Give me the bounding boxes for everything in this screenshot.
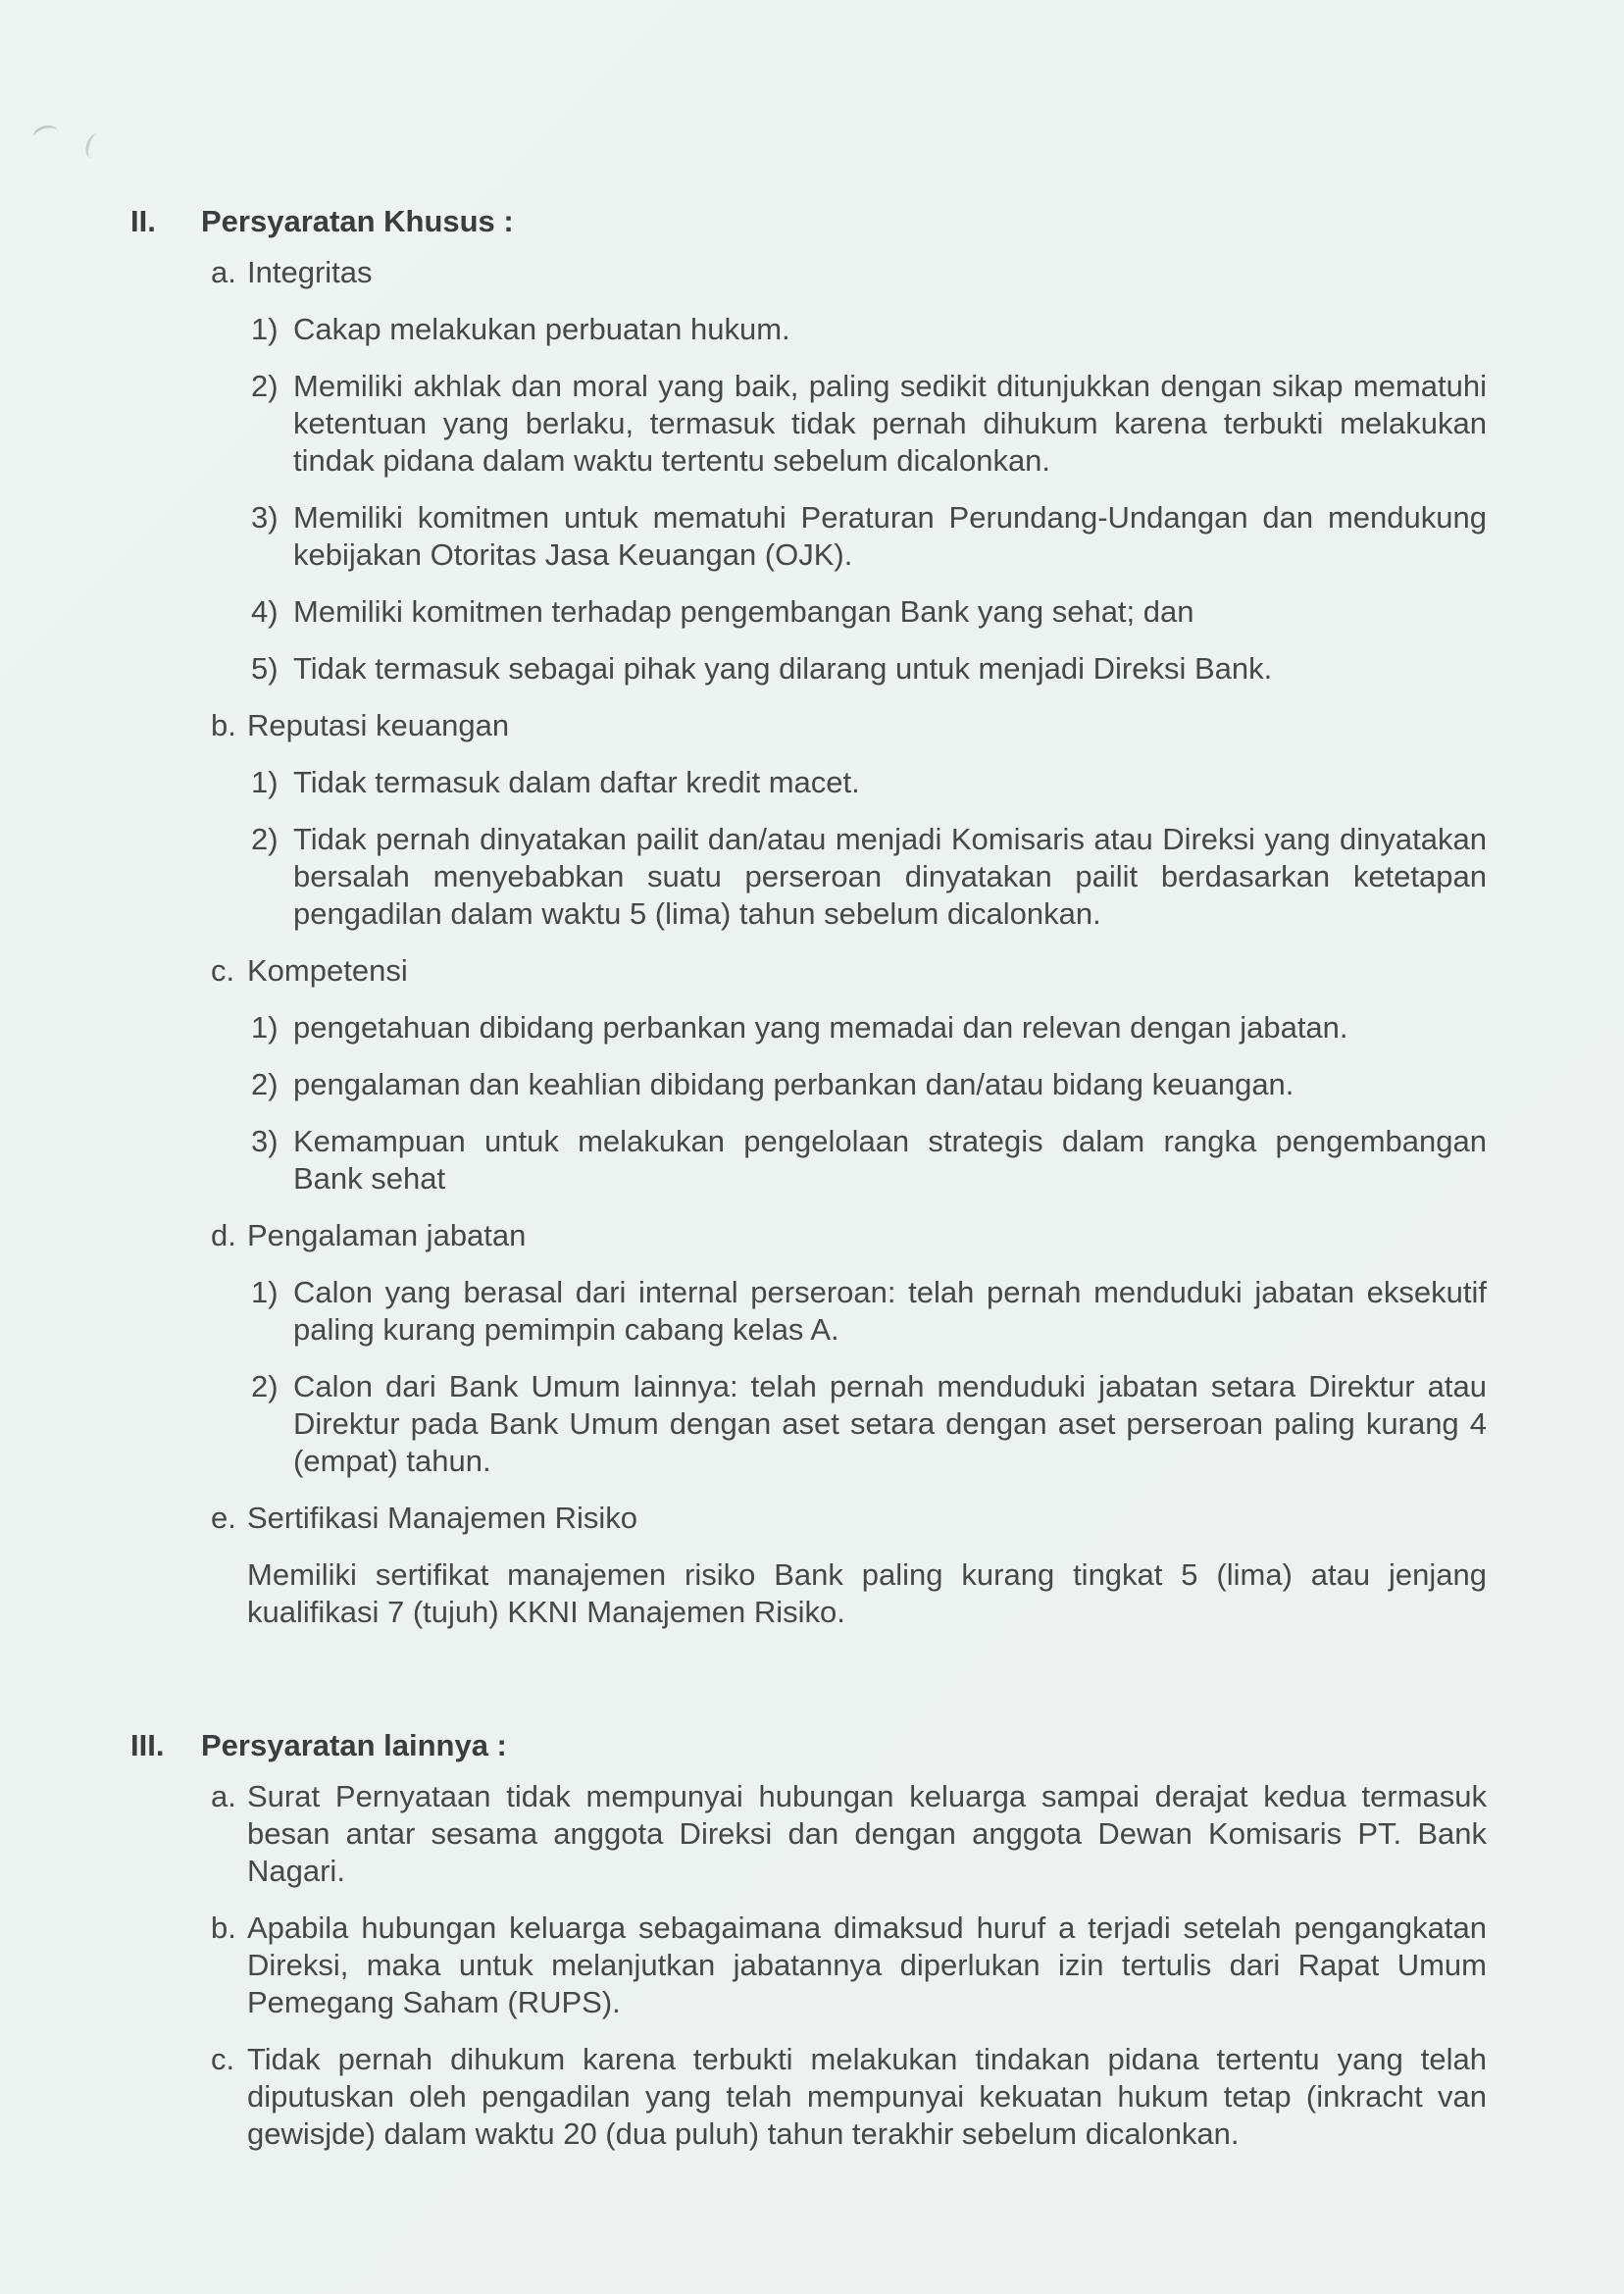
point-4: [251, 593, 1487, 631]
item-letter: a.: [211, 1779, 236, 1813]
item-paragraph: Apabila hubungan keluarga sebagaimana dimaksud huruf a terjadi setelah pengangkatan Direksi, maka untuk melanjutkan jabatannya diperlukan izin tertulis dari Rapat Umum Pemegang Saham (RUPS).: [247, 1911, 1487, 2019]
item-content: [247, 1500, 1487, 1651]
point-text: Memiliki komitmen untuk mematuhi Peraturan Perundang-Undangan dan mendukung kebijakan Otoritas Jasa Keuangan (OJK).: [293, 500, 1487, 572]
point-1: [251, 1009, 1487, 1046]
point-marker: 3): [251, 500, 279, 535]
item-paragraph: Surat Pernyataan tidak mempunyai hubungan keluarga sampai derajat kedua termasuk besan antar sesama anggota Direksi dan dengan anggota Dewan Komisaris PT. Bank Nagari.: [247, 1779, 1487, 1888]
point-marker: 1): [251, 765, 279, 799]
point-marker: 5): [251, 651, 279, 686]
point-2: [251, 1368, 1487, 1480]
item-letter: d.: [211, 1218, 236, 1252]
point-text: pengetahuan dibidang perbankan yang memadai dan relevan dengan jabatan.: [293, 1010, 1348, 1045]
item-letter: c.: [211, 2042, 235, 2076]
point-marker: 2): [251, 1369, 279, 1403]
list-item-b: [211, 707, 1487, 952]
point-text: Kemampuan untuk melakukan pengelolaan strategis dalam rangka pengembangan Bank sehat: [293, 1124, 1487, 1196]
document-body: [130, 203, 1487, 2172]
point-text: Tidak termasuk dalam daftar kredit macet.: [293, 765, 860, 799]
point-text: Cakap melakukan perbuatan hukum.: [293, 312, 790, 346]
item-heading: Reputasi keuangan: [247, 708, 510, 742]
point-text: Calon dari Bank Umum lainnya: telah pernah menduduki jabatan setara Direktur atau Direktur pada Bank Umum dengan aset setara dengan aset perseroan paling kurang 4 (empat) tahun.: [293, 1369, 1487, 1478]
item-content: [247, 1217, 1487, 1500]
point-text: Memiliki akhlak dan moral yang baik, paling sedikit ditunjukkan dengan sikap mematuhi ketentuan yang berlaku, termasuk tidak pernah dihukum karena terbukti melakukan tindak pidana dalam waktu tertentu sebelum dicalonkan.: [293, 369, 1487, 478]
section-iii: [130, 1727, 1487, 2172]
point-text: Calon yang berasal dari internal perseroan: telah pernah menduduki jabatan eksekutif paling kurang pemimpin cabang kelas A.: [293, 1275, 1487, 1347]
item-letter: e.: [211, 1501, 236, 1535]
item-points: [251, 1274, 1487, 1480]
point-marker: 1): [251, 312, 279, 346]
list-item-c: [211, 2041, 1487, 2172]
item-heading: Sertifikasi Manajemen Risiko: [247, 1501, 637, 1535]
point-marker: 1): [251, 1010, 279, 1045]
item-letter: b.: [211, 708, 236, 742]
item-content: [247, 254, 1487, 707]
section-numeral: II.: [130, 204, 156, 238]
item-paragraph: Tidak pernah dihukum karena terbukti melakukan tindakan pidana tertentu yang telah diputuskan oleh pengadilan yang telah mempunyai kekuatan hukum tetap (inkracht van gewisjde) dalam waktu 20 (dua puluh) tahun terakhir sebelum dicalonkan.: [247, 2042, 1487, 2151]
item-points: [251, 1009, 1487, 1198]
section-title: Persyaratan lainnya :: [201, 1728, 507, 1762]
point-2: [251, 368, 1487, 480]
item-content: [247, 1910, 1487, 2041]
list-item-e: [211, 1500, 1487, 1651]
item-content: [247, 1778, 1487, 1910]
list-item-b: [211, 1910, 1487, 2041]
section-numeral: III.: [130, 1728, 165, 1762]
section-items: [211, 254, 1487, 1651]
point-marker: 1): [251, 1275, 279, 1309]
section-heading: [130, 1727, 1487, 1764]
point-marker: 4): [251, 594, 279, 629]
point-3: [251, 499, 1487, 574]
point-2: [251, 1066, 1487, 1103]
list-item-c: [211, 952, 1487, 1217]
list-item-a: [211, 1778, 1487, 1910]
section-ii: [130, 203, 1487, 1651]
item-content: [247, 2041, 1487, 2172]
point-text: Memiliki komitmen terhadap pengembangan Bank yang sehat; dan: [293, 594, 1194, 629]
point-1: [251, 764, 1487, 801]
list-item-d: [211, 1217, 1487, 1500]
item-heading: Pengalaman jabatan: [247, 1218, 527, 1252]
point-3: [251, 1123, 1487, 1198]
item-letter: c.: [211, 953, 235, 988]
list-item-a: [211, 254, 1487, 707]
item-heading: Kompetensi: [247, 953, 408, 988]
point-1: [251, 1274, 1487, 1349]
point-5: [251, 650, 1487, 688]
item-heading: Integritas: [247, 255, 373, 289]
item-letter: a.: [211, 255, 236, 289]
point-marker: 2): [251, 822, 279, 856]
point-2: [251, 821, 1487, 933]
item-points: [251, 311, 1487, 688]
point-text: Tidak pernah dinyatakan pailit dan/atau menjadi Komisaris atau Direksi yang dinyatakan bersalah menyebabkan suatu perseroan dinyatakan pailit berdasarkan ketetapan pengadilan dalam waktu 5 (lima) tahun sebelum dicalonkan.: [293, 822, 1487, 931]
section-items: [211, 1778, 1487, 2172]
point-text: pengalaman dan keahlian dibidang perbankan dan/atau bidang keuangan.: [293, 1067, 1294, 1101]
item-content: [247, 707, 1487, 952]
point-1: [251, 311, 1487, 348]
item-letter: b.: [211, 1911, 236, 1945]
item-points: [251, 764, 1487, 933]
point-text: Tidak termasuk sebagai pihak yang dilarang untuk menjadi Direksi Bank.: [293, 651, 1273, 686]
item-paragraph: Memiliki sertifikat manajemen risiko Bank paling kurang tingkat 5 (lima) atau jenjang kualifikasi 7 (tujuh) KKNI Manajemen Risiko.: [247, 1557, 1487, 1629]
point-marker: 3): [251, 1124, 279, 1158]
point-marker: 2): [251, 369, 279, 403]
section-title: Persyaratan Khusus :: [201, 204, 514, 238]
section-heading: [130, 203, 1487, 240]
item-content: [247, 952, 1487, 1217]
point-marker: 2): [251, 1067, 279, 1101]
